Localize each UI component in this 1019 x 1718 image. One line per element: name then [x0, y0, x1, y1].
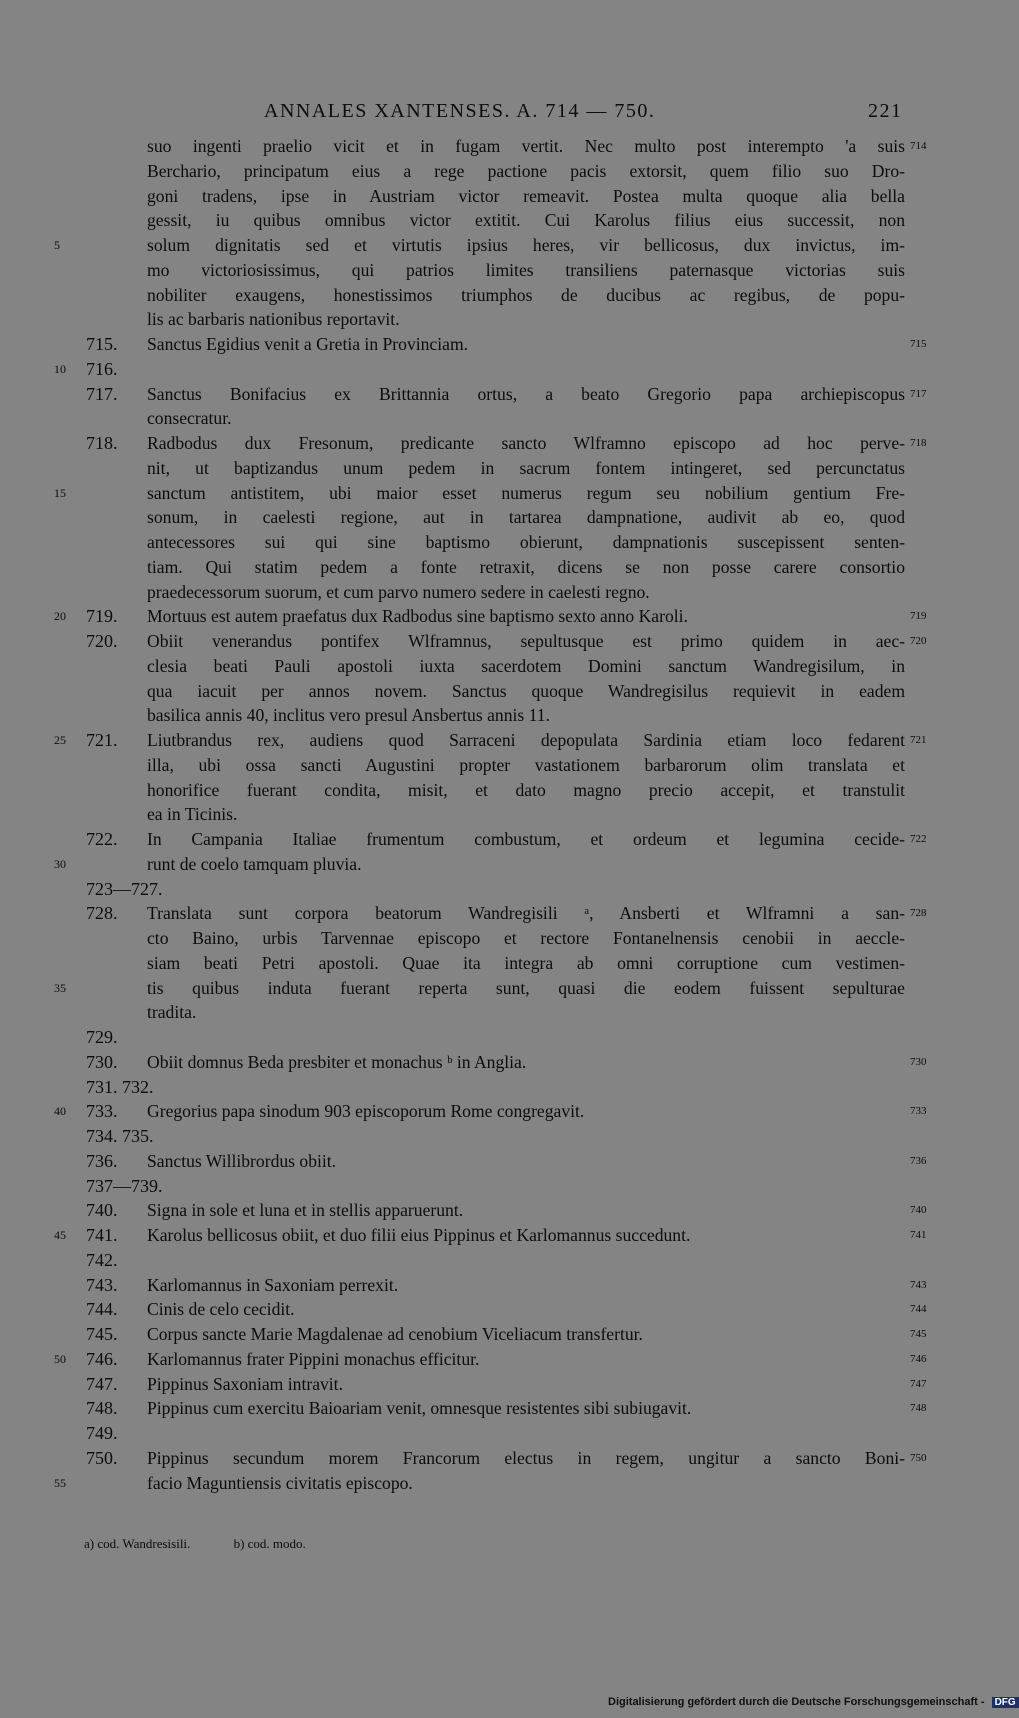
year-entry: 745. — [86, 1324, 118, 1344]
line-number: 25 — [54, 733, 66, 747]
entry-text: Berchario, principatum eius a rege pactione pacis extorsit, quem filio suo Dro- — [147, 160, 905, 181]
margin-year: 750 — [910, 1451, 927, 1464]
entry-text: honorifice fuerant condita, misit, et dato magno precio accepit, et transtulit — [147, 779, 905, 800]
entry-text: nit, ut baptizandus unum pedem in sacrum fontem intingeret, sed percunctatus — [147, 457, 905, 478]
text-line — [0, 901, 1000, 926]
year-entry: 733. — [86, 1101, 118, 1122]
text-line — [0, 1273, 1000, 1298]
entry-text: Karlomannus frater Pippini monachus efficitur. — [147, 1348, 480, 1369]
text-line — [0, 976, 1000, 1001]
text-line — [0, 1322, 1000, 1347]
year-entry: 741. — [86, 1225, 118, 1245]
entry-text: Corpus sancte Marie Magdalenae ad cenobium Viceliacum transfertur. — [147, 1324, 643, 1344]
year-entry: 740. — [86, 1200, 118, 1221]
text-line — [0, 926, 1000, 951]
text-line — [0, 555, 1000, 580]
year-entry: 723—727. — [86, 878, 163, 899]
year-entry: 737—739. — [86, 1175, 163, 1196]
text-line — [0, 1025, 1000, 1050]
text-line — [0, 1446, 1000, 1471]
text-line — [0, 778, 1000, 803]
entry-text: siam beati Petri apostoli. Quae ita integra ab omni corruptione cum vestimen- — [147, 952, 905, 973]
entry-text: Pippinus secundum morem Francorum electus in regem, ungitur a sancto Boni- — [147, 1447, 905, 1468]
entry-text: tradita. — [147, 1002, 197, 1023]
entry-text: Gregorius papa sinodum 903 episcoporum Rome congregavit. — [147, 1101, 585, 1122]
text-line — [0, 827, 1000, 852]
year-entry: 746. — [86, 1348, 118, 1369]
year-entry: 728. — [86, 903, 118, 924]
text-line — [0, 1124, 1000, 1149]
margin-year: 715 — [910, 338, 927, 350]
text-line — [0, 332, 1000, 357]
text-line — [0, 1174, 1000, 1199]
year-entry: 743. — [86, 1274, 118, 1295]
text-line — [0, 159, 1000, 184]
entry-text: nobiliter exaugens, honestissimos triumphos de ducibus ac regibus, de popu- — [147, 284, 905, 305]
entry-text: Karolus bellicosus obiit, et duo filii eius Pippinus et Karlomannus succedunt. — [147, 1225, 691, 1245]
entry-text: Mortuus est autem praefatus dux Radbodus sine baptismo sexto anno Karoli. — [147, 606, 688, 627]
entry-text: cto Baino, urbis Tarvennae episcopo et rectore Fontanelnensis cenobii in aeccle- — [147, 928, 905, 948]
line-number: 55 — [54, 1475, 66, 1490]
entry-text: basilica annis 40, inclitus vero presul Ansbertus annis 11. — [147, 705, 550, 726]
text-line — [0, 852, 1000, 877]
entry-text: suo ingenti praelio vicit et in fugam vertit. Nec multo post interempto 'a suis — [147, 136, 905, 156]
line-number: 35 — [54, 980, 66, 995]
year-entry: 719. — [86, 606, 118, 627]
entry-text: Pippinus cum exercitu Baioariam venit, omnesque resistentes sibi subiugavit. — [147, 1398, 692, 1419]
year-entry: 721. — [86, 730, 118, 750]
text-line — [0, 604, 1000, 629]
entry-text: runt de coelo tamquam pluvia. — [147, 853, 362, 874]
margin-year: 736 — [910, 1154, 927, 1167]
page-number: 221 — [868, 100, 903, 122]
year-entry: 742. — [86, 1249, 118, 1270]
text-line — [0, 1223, 1000, 1248]
text-line — [0, 703, 1000, 728]
line-number: 30 — [54, 856, 66, 871]
line-number: 10 — [54, 361, 66, 376]
year-entry: 729. — [86, 1027, 118, 1047]
text-line — [0, 481, 1000, 506]
year-entry: 750. — [86, 1447, 118, 1468]
entry-text: Obiit domnus Beda presbiter et monachus ᵇ in Anglia. — [147, 1051, 527, 1072]
line-number: 5 — [54, 238, 60, 252]
dfg-logo: DFG — [992, 1697, 1019, 1708]
entry-text: gessit, iu quibus omnibus victor extitit. Cui Karolus filius eius successit, non — [147, 210, 905, 231]
entry-text: Signa in sole et luna et in stellis apparuerunt. — [147, 1200, 464, 1221]
entry-text: clesia beati Pauli apostoli iuxta sacerdotem Domini sanctum Wandregisilum, in — [147, 655, 905, 676]
margin-year: 728 — [910, 907, 927, 920]
text-line — [0, 208, 1000, 233]
entry-text: qua iacuit per annos novem. Sanctus quoque Wandregisilus requievit in eadem — [147, 680, 905, 701]
margin-year: 717 — [910, 387, 927, 400]
text-line — [0, 654, 1000, 679]
entry-text: goni tradens, ipse in Austriam victor remeavit. Postea multa quoque alia bella — [147, 185, 905, 206]
text-line — [0, 629, 1000, 654]
year-entry: 716. — [86, 358, 118, 379]
entry-text: antecessores sui qui sine baptismo obierunt, dampnationis suscepissent senten- — [147, 532, 905, 552]
footnote-b: b) cod. modo. — [233, 1536, 306, 1551]
margin-year: 741 — [910, 1229, 927, 1241]
text-line — [0, 307, 1000, 332]
margin-year: 730 — [910, 1055, 927, 1068]
year-entry: 736. — [86, 1150, 118, 1171]
text-line — [0, 184, 1000, 209]
text-line — [0, 530, 1000, 555]
entry-text: praedecessorum suorum, et cum parvo numero sedere in caelesti regno. — [147, 581, 650, 602]
text-line — [0, 753, 1000, 778]
entry-text: lis ac barbaris nationibus reportavit. — [147, 309, 400, 330]
text-line — [0, 505, 1000, 530]
text-line — [0, 1075, 1000, 1100]
line-number: 50 — [54, 1351, 66, 1366]
text-line — [0, 1347, 1000, 1372]
text-line — [0, 1471, 1000, 1496]
margin-year: 740 — [910, 1204, 927, 1217]
entry-text: Radbodus dux Fresonum, predicante sancto Wlframno episcopo ad hoc perve- — [147, 433, 905, 453]
margin-year: 718 — [910, 437, 927, 449]
running-head — [0, 98, 1000, 128]
margin-year: 743 — [910, 1278, 927, 1291]
text-line — [0, 728, 1000, 753]
entry-text: Sanctus Egidius venit a Gretia in Provinciam. — [147, 334, 469, 354]
margin-year: 748 — [910, 1402, 927, 1415]
entry-text: ea in Ticinis. — [147, 804, 238, 825]
text-line — [0, 679, 1000, 704]
entry-text: mo victoriosissimus, qui patrios limites transiliens paternasque victorias suis — [147, 259, 905, 280]
margin-year: 722 — [910, 833, 927, 845]
entry-text: Cinis de celo cecidit. — [147, 1299, 295, 1320]
entry-text: Obiit venerandus pontifex Wlframnus, sepultusque est primo quidem in aec- — [147, 631, 905, 651]
digitization-notice — [608, 1696, 1019, 1712]
entry-text: consecratur. — [147, 408, 232, 429]
margin-year: 744 — [910, 1303, 927, 1316]
text-line — [0, 456, 1000, 481]
year-entry: 744. — [86, 1299, 118, 1320]
text-line — [0, 951, 1000, 976]
entry-text: solum dignitatis sed et virtutis ipsius heres, vir bellicosus, dux invictus, im- — [147, 235, 905, 255]
year-entry: 748. — [86, 1398, 118, 1419]
margin-year: 747 — [910, 1377, 927, 1390]
line-number: 45 — [54, 1228, 66, 1242]
text-line — [0, 1198, 1000, 1223]
entry-text: In Campania Italiae frumentum combustum, et ordeum et legumina cecide- — [147, 829, 905, 849]
text-line — [0, 406, 1000, 431]
margin-year: 746 — [910, 1352, 927, 1365]
text-line — [0, 580, 1000, 605]
entry-text: Translata sunt corpora beatorum Wandregisili ᵃ, Ansberti et Wlframni a san- — [147, 903, 905, 924]
text-line — [0, 431, 1000, 456]
entry-text: sonum, in caelesti regione, aut in tartarea dampnatione, audivit ab eo, quod — [147, 507, 905, 528]
text-line — [0, 233, 1000, 258]
text-line — [0, 258, 1000, 283]
year-entry: 720. — [86, 631, 118, 651]
year-entry: 717. — [86, 383, 118, 404]
text-line — [0, 1297, 1000, 1322]
line-number: 20 — [54, 609, 66, 624]
text-line — [0, 1248, 1000, 1273]
margin-year: 745 — [910, 1328, 927, 1340]
text-line — [0, 1000, 1000, 1025]
footnote-a: a) cod. Wandresisili. — [84, 1536, 191, 1551]
entry-text: facio Maguntiensis civitatis episcopo. — [147, 1472, 413, 1493]
entry-text: tis quibus induta fuerant reperta sunt, quasi die eodem fuissent sepulturae — [147, 977, 905, 998]
text-line — [0, 283, 1000, 308]
page-title: ANNALES XANTENSES. A. 714 — 750. — [264, 100, 656, 122]
entry-text: Sanctus Bonifacius ex Brittannia ortus, a beato Gregorio papa archiepiscopus — [147, 383, 905, 404]
line-number: 40 — [54, 1104, 66, 1119]
year-entry: 734. 735. — [86, 1126, 154, 1146]
line-number: 15 — [54, 485, 66, 500]
text-line — [0, 1396, 1000, 1421]
year-entry: 747. — [86, 1373, 118, 1394]
text-line — [0, 357, 1000, 382]
digitization-notice-text: Digitalisierung gefördert durch die Deutsche Forschungsgemeinschaft - — [608, 1696, 985, 1708]
margin-year: 714 — [910, 140, 927, 152]
text-line — [0, 877, 1000, 902]
text-line — [0, 1149, 1000, 1174]
year-entry: 730. — [86, 1051, 118, 1072]
footnotes — [84, 1536, 306, 1552]
text-line — [0, 382, 1000, 407]
margin-year: 719 — [910, 610, 927, 623]
year-entry: 731. 732. — [86, 1076, 154, 1097]
entry-text: sanctum antistitem, ubi maior esset numerus regum seu nobilium gentium Fre- — [147, 482, 905, 503]
entry-text: Karlomannus in Saxoniam perrexit. — [147, 1274, 399, 1295]
margin-year: 733 — [910, 1105, 927, 1118]
entry-text: Sanctus Willibrordus obiit. — [147, 1150, 337, 1171]
year-entry: 749. — [86, 1423, 118, 1443]
year-entry: 722. — [86, 829, 118, 849]
year-entry: 715. — [86, 334, 118, 354]
margin-year: 721 — [910, 734, 927, 746]
entry-text: Pippinus Saxoniam intravit. — [147, 1373, 343, 1394]
entry-text: tiam. Qui statim pedem a fonte retraxit, dicens se non posse carere consortio — [147, 556, 905, 577]
margin-year: 720 — [910, 635, 927, 647]
entry-text: Liutbrandus rex, audiens quod Sarraceni depopulata Sardinia etiam loco fedarent — [147, 730, 905, 750]
year-entry: 718. — [86, 433, 118, 453]
text-line — [0, 1050, 1000, 1075]
text-line — [0, 134, 1000, 159]
text-line — [0, 1372, 1000, 1397]
text-line — [0, 802, 1000, 827]
text-line — [0, 1099, 1000, 1124]
entry-text: illa, ubi ossa sancti Augustini propter vastationem barbarorum olim translata et — [147, 754, 905, 775]
text-line — [0, 1421, 1000, 1446]
